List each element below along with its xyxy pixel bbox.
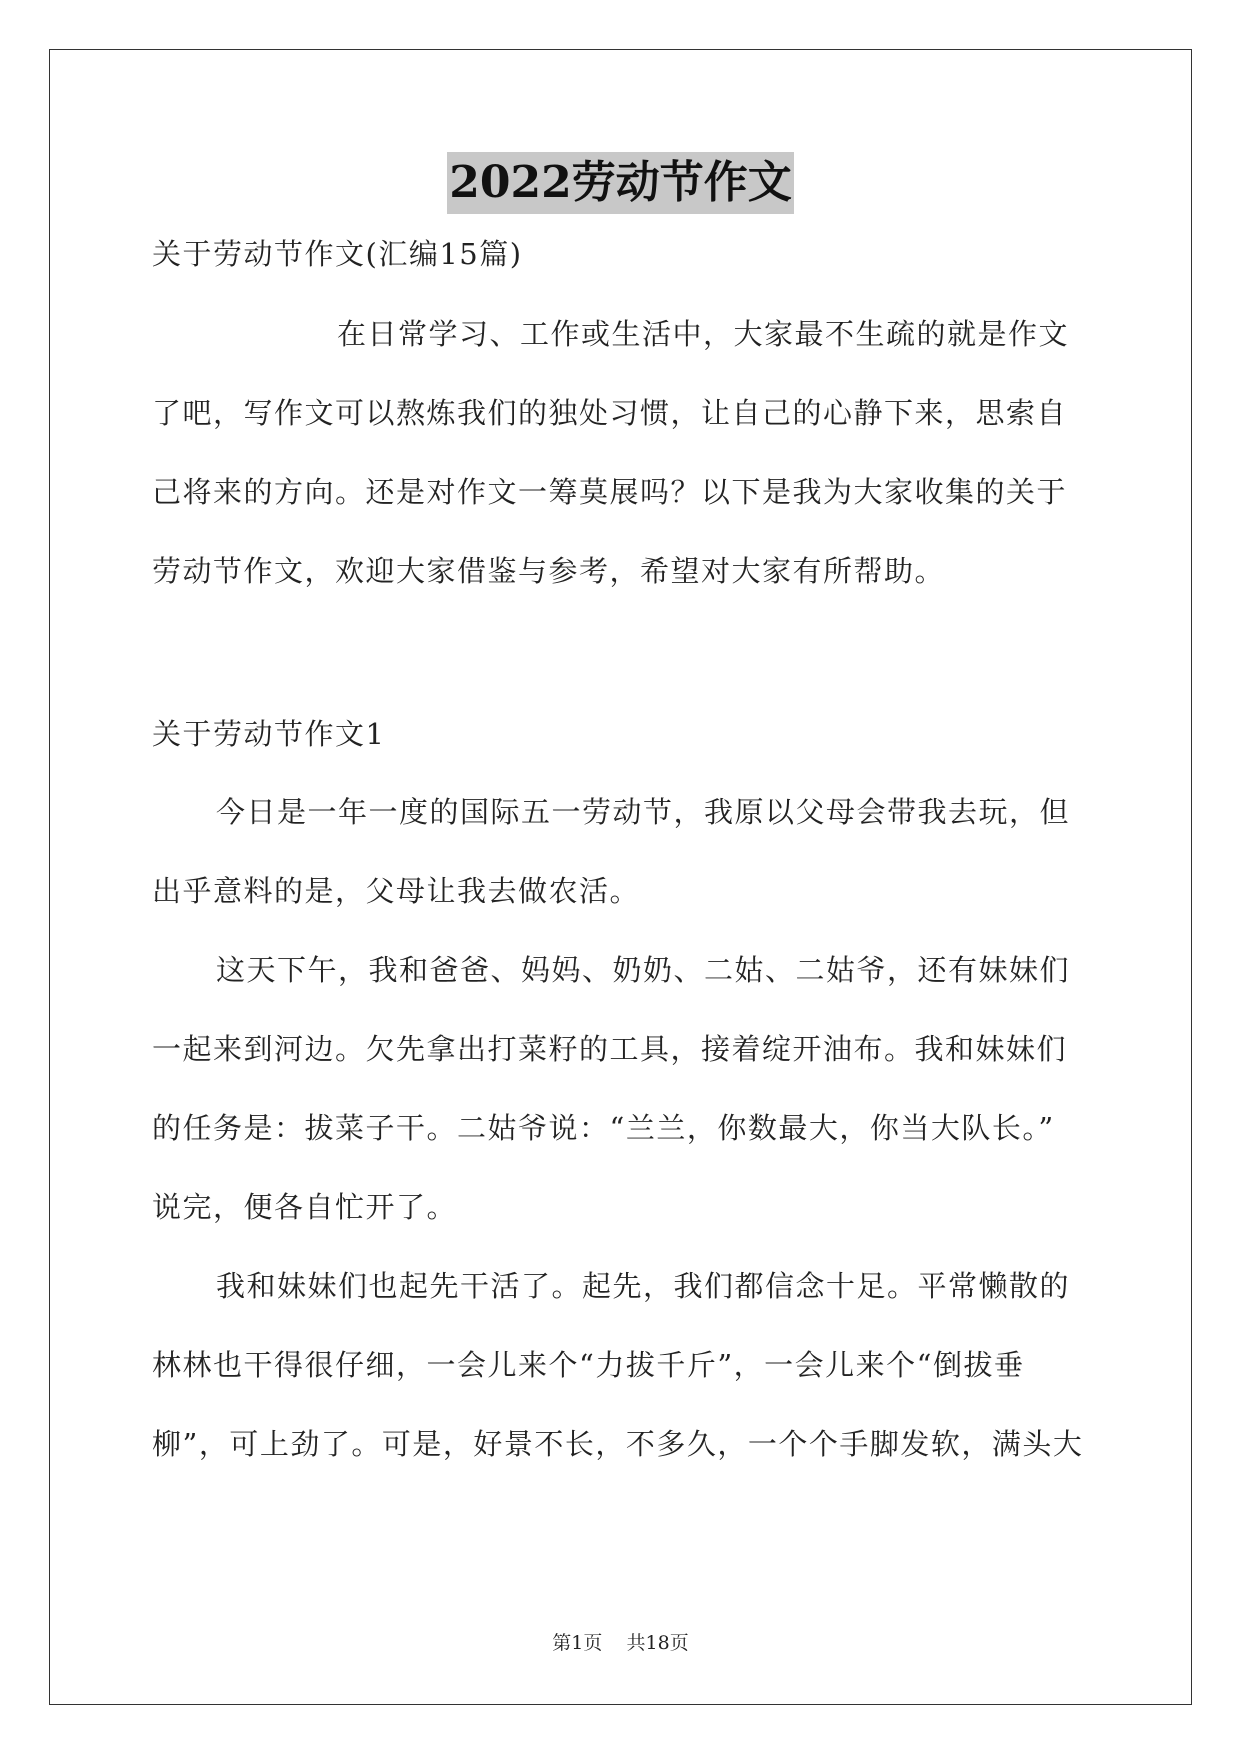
- intro-line: 了吧，写作文可以熬炼我们的独处习惯，让自己的心静下来，思索自: [152, 396, 1068, 430]
- body-line: 出乎意料的是，父母让我去做农活。: [152, 874, 641, 908]
- section-heading: 关于劳动节作文1: [152, 717, 386, 751]
- document-title: 2022劳动节作文: [447, 152, 793, 214]
- body-line: 说完，便各自忙开了。: [152, 1190, 458, 1224]
- page-number-footer: 第1页 共18页: [552, 1632, 689, 1654]
- body-line: 我和妹妹们也起先干活了。起先，我们都信念十足。平常懒散的: [216, 1269, 1071, 1303]
- intro-line: 在日常学习、工作或生活中，大家最不生疏的就是作文: [337, 317, 1070, 351]
- body-line: 这天下午，我和爸爸、妈妈、奶奶、二姑、二姑爷，还有妹妹们: [216, 953, 1071, 987]
- body-line: 柳”，可上劲了。可是，好景不长，不多久，一个个手脚发软，满头大: [152, 1427, 1084, 1461]
- body-line: 一起来到河边。欠先拿出打菜籽的工具，接着绽开油布。我和妹妹们: [152, 1032, 1068, 1066]
- intro-line: 己将来的方向。还是对作文一筹莫展吗？以下是我为大家收集的关于: [152, 475, 1068, 509]
- title-container: [0, 152, 1241, 214]
- body-line: 林林也干得很仔细，一会儿来个“力拔千斤”，一会儿来个“倒拔垂: [152, 1348, 1025, 1382]
- body-line: 的任务是：拔菜子干。二姑爷说：“兰兰，你数最大，你当大队长。”: [152, 1111, 1055, 1145]
- document-body: [152, 234, 1090, 1503]
- intro-line: 劳动节作文，欢迎大家借鉴与参考，希望对大家有所帮助。: [152, 554, 946, 588]
- document-subtitle: 关于劳动节作文(汇编15篇): [152, 237, 523, 271]
- body-line: 今日是一年一度的国际五一劳动节，我原以父母会带我去玩，但: [216, 795, 1071, 829]
